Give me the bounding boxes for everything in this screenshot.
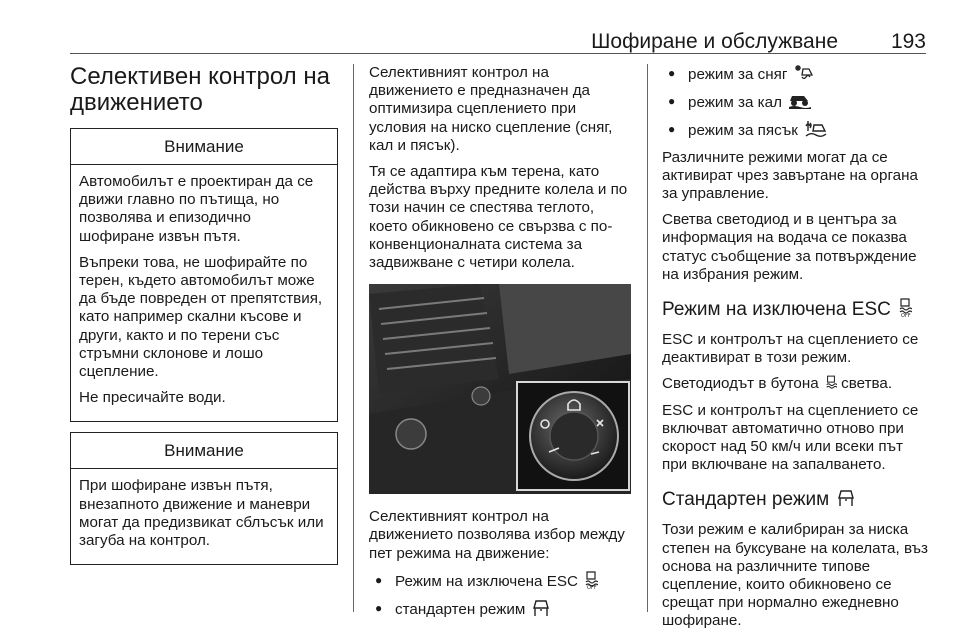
body-paragraph: Селективният контрол на движението е предназначен да оптимизира сцеплението при условия на ниско сцепление (сняг, кал и пясък). xyxy=(369,64,613,154)
body-paragraph: Различните режими могат да се активират чрез завъртане на органа за управление. xyxy=(662,148,918,203)
esc-off-icon xyxy=(584,571,598,589)
body-paragraph: Селективният контрол на движението позволява избор между пет режима на движение: xyxy=(369,508,625,562)
page-number: 193 xyxy=(890,30,926,53)
body-paragraph: ESC и контролът на сцеплението се включват автоматично отново при скорост над 50 км/ч или всеки път при включване на запалването. xyxy=(662,401,919,474)
page-header xyxy=(70,30,926,54)
esc-off-icon xyxy=(825,375,837,391)
standard-mode-heading: Стандартен режим xyxy=(662,488,928,511)
body-paragraph: ESC и контролът на сцеплението се деактивират в този режим. xyxy=(662,331,919,367)
list-item: ● режим за пясък xyxy=(662,120,928,140)
column-divider xyxy=(647,64,648,612)
list-item: ● режим за сняг xyxy=(662,64,928,84)
mode-list xyxy=(369,571,633,619)
body-paragraph: Светва светодиод и в центъра за информация на водача се показва статус съобщение за потвърждение на избрания режим. xyxy=(662,211,917,283)
warning-body xyxy=(71,469,337,564)
list-item: ● режим за кал xyxy=(662,92,928,112)
standard-mode-icon xyxy=(837,488,855,508)
warning-title: Внимание xyxy=(71,433,337,469)
column-left xyxy=(70,64,338,573)
list-item: ● стандартен режим xyxy=(369,599,633,619)
section-title: Шофиране и обслужване xyxy=(591,30,838,53)
column-divider xyxy=(353,64,354,612)
warning-box-1 xyxy=(70,128,338,422)
list-item: ● Режим на изключена ESC OFF xyxy=(369,571,633,591)
column-middle xyxy=(369,64,633,627)
mode-list xyxy=(662,64,928,141)
svg-text:OFF: OFF xyxy=(587,584,597,589)
body-paragraph: Този режим е калибриран за ниска степен на буксуване на колелата, въз основа на различните типове сцепление, които обикновено се срещат при нормално ежедневно шофиране. xyxy=(662,521,928,630)
selector-photo xyxy=(369,284,631,494)
warning-box-2 xyxy=(70,432,338,565)
warning-text: Не пресичайте води. xyxy=(79,389,226,407)
warning-body xyxy=(71,165,337,421)
column-right xyxy=(662,64,928,639)
mud-mode-icon xyxy=(788,92,812,110)
warning-title: Внимание xyxy=(71,129,337,165)
selector-dial-illustration xyxy=(369,284,631,494)
sand-mode-icon xyxy=(804,120,828,138)
warning-text: Въпреки това, не шофирайте по терен, където автомобилът може да бъде повреден от препятствия, като например скални късове и други, както и по терени със стръмни склонове и лошо сцепление. xyxy=(79,253,323,381)
body-paragraph: Тя се адаптира към терена, като действа върху предните колела и по този начин се спестява теглото, което обикновено се свързва с по-конвенционалната система за задвижване с четири колела. xyxy=(369,163,628,272)
warning-text: Автомобилът е проектиран да се движи главно по пътища, но позволява и епизодично шофиране извън пътя. xyxy=(79,173,314,245)
esc-off-icon xyxy=(898,298,912,318)
standard-mode-icon xyxy=(532,599,550,617)
snow-mode-icon xyxy=(794,64,814,82)
body-paragraph: Светодиодът в бутона светва. xyxy=(662,375,893,393)
chapter-heading: Селективен контрол на движението xyxy=(70,63,330,116)
svg-text:OFF: OFF xyxy=(901,313,911,319)
esc-off-heading: Режим на изключена ESC OFF xyxy=(662,299,911,321)
warning-text: При шофиране извън пътя, внезапното движение и маневри могат да предизвикат сблъсък или загуба на контрол. xyxy=(79,477,324,550)
